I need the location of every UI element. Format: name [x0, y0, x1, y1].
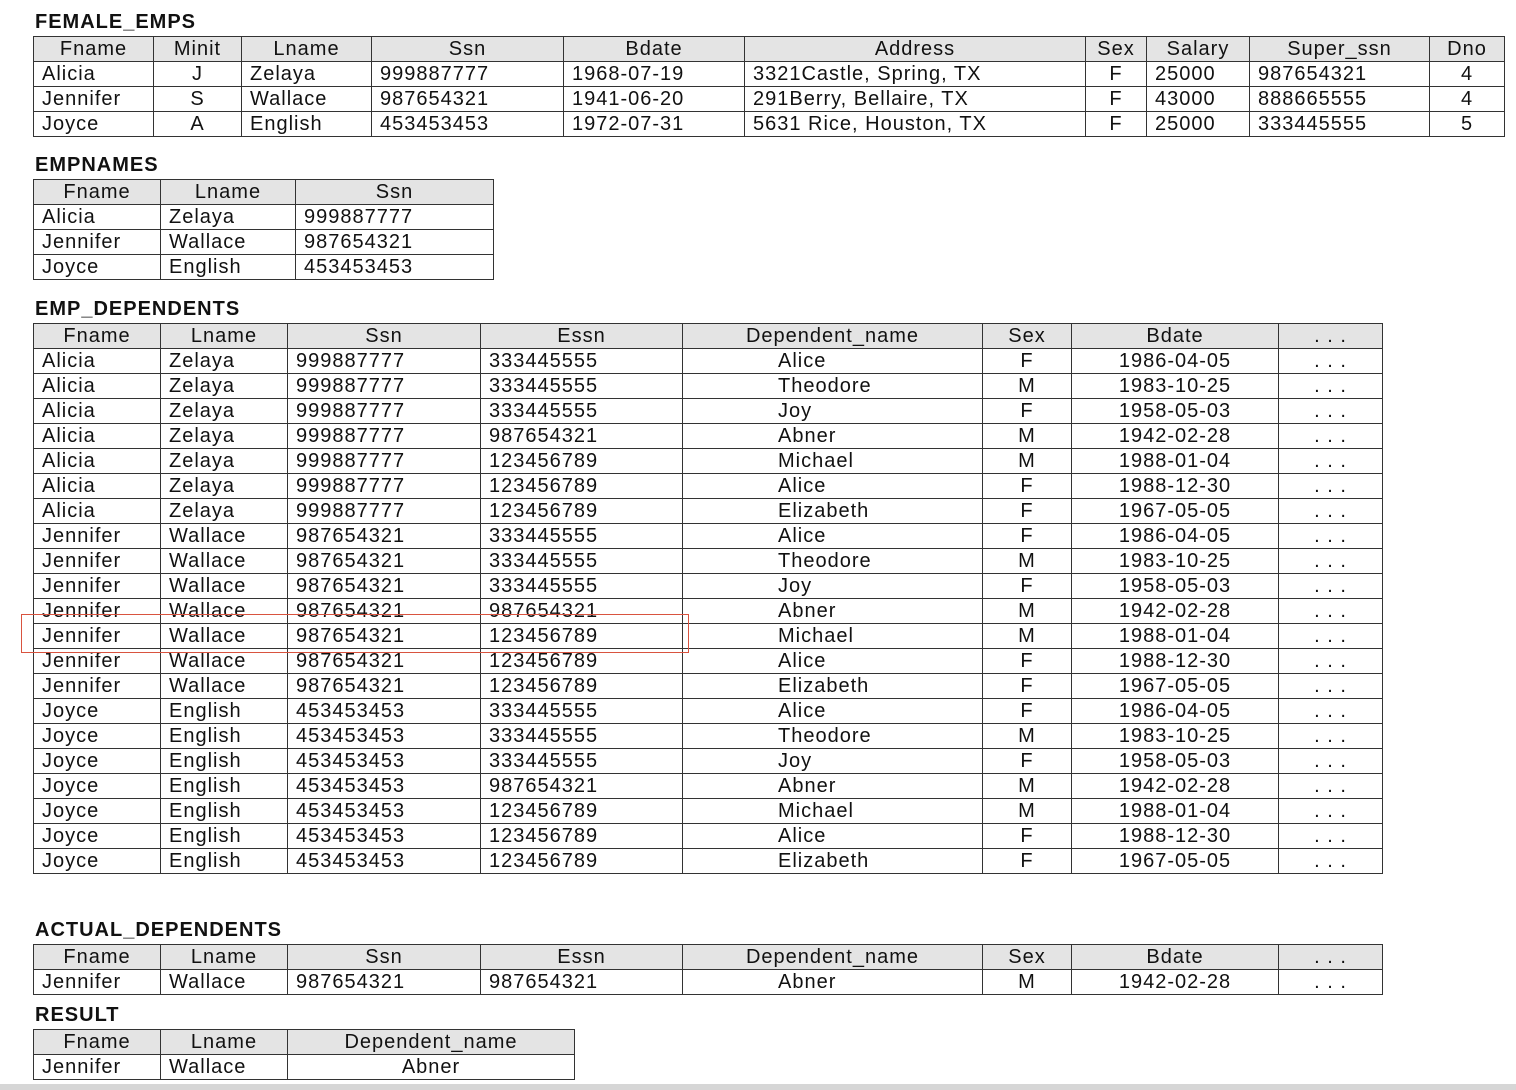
table-cell: . . .	[1279, 674, 1383, 699]
table-cell: Jennifer	[34, 230, 161, 255]
column-header: . . .	[1279, 324, 1383, 349]
table-cell: F	[1086, 62, 1147, 87]
table-cell: Joy	[683, 399, 983, 424]
table-cell: 5631 Rice, Houston, TX	[745, 112, 1086, 137]
table-cell: M	[983, 424, 1072, 449]
table-cell: 1972-07-31	[564, 112, 745, 137]
table-cell: 987654321	[288, 674, 481, 699]
table-cell: 999887777	[288, 424, 481, 449]
table-cell: Theodore	[683, 724, 983, 749]
table-row	[34, 349, 1383, 374]
table-cell: Theodore	[683, 549, 983, 574]
table-cell: 123456789	[481, 824, 683, 849]
table-cell: Zelaya	[161, 349, 288, 374]
table-cell: F	[983, 649, 1072, 674]
table-row	[34, 724, 1383, 749]
table-cell: 333445555	[481, 524, 683, 549]
table-cell: 999887777	[288, 449, 481, 474]
column-header: Sex	[1086, 37, 1147, 62]
table-cell: 1958-05-03	[1072, 574, 1279, 599]
table-cell: Elizabeth	[683, 849, 983, 874]
column-header: Super_ssn	[1250, 37, 1430, 62]
table-row	[34, 524, 1383, 549]
table-cell: English	[161, 799, 288, 824]
table-cell: English	[242, 112, 372, 137]
table-row	[34, 255, 494, 280]
column-header: Ssn	[288, 945, 481, 970]
table-row	[34, 849, 1383, 874]
table-cell: 1942-02-28	[1072, 599, 1279, 624]
table-cell: 987654321	[288, 524, 481, 549]
table-cell: Abner	[683, 599, 983, 624]
table-cell: Zelaya	[161, 399, 288, 424]
table-cell: . . .	[1279, 699, 1383, 724]
table-row	[34, 699, 1383, 724]
table-cell: Alicia	[34, 62, 154, 87]
table-cell: Zelaya	[161, 374, 288, 399]
table-cell: Wallace	[161, 230, 296, 255]
table-cell: 453453453	[288, 749, 481, 774]
table-cell: Joy	[683, 749, 983, 774]
table-cell: 25000	[1147, 62, 1250, 87]
table-cell: M	[983, 799, 1072, 824]
table-cell: Alice	[683, 474, 983, 499]
table-cell: English	[161, 749, 288, 774]
table-row	[34, 749, 1383, 774]
column-header: Fname	[34, 1030, 161, 1055]
table-cell: 123456789	[481, 499, 683, 524]
table-row	[34, 649, 1383, 674]
table-cell: . . .	[1279, 424, 1383, 449]
table-row	[34, 674, 1383, 699]
table-cell: 123456789	[481, 799, 683, 824]
table-row	[34, 970, 1383, 995]
table-cell: Elizabeth	[683, 499, 983, 524]
table-cell: Zelaya	[161, 474, 288, 499]
table-cell: 123456789	[481, 449, 683, 474]
table-cell: 453453453	[288, 824, 481, 849]
table-cell: Alice	[683, 699, 983, 724]
table-cell: M	[983, 599, 1072, 624]
table-cell: 987654321	[372, 87, 564, 112]
table-cell: Wallace	[161, 549, 288, 574]
table-cell: 1983-10-25	[1072, 549, 1279, 574]
table-cell: Wallace	[161, 524, 288, 549]
emp-dependents-title: EMP_DEPENDENTS	[35, 298, 241, 320]
table-row	[34, 230, 494, 255]
table-cell: 1986-04-05	[1072, 524, 1279, 549]
table-row	[34, 374, 1383, 399]
column-header: Address	[745, 37, 1086, 62]
table-cell: Abner	[683, 774, 983, 799]
table-cell: Alice	[683, 649, 983, 674]
table-cell: 987654321	[1250, 62, 1430, 87]
column-header: Fname	[34, 324, 161, 349]
table-cell: 453453453	[288, 699, 481, 724]
table-cell: . . .	[1279, 574, 1383, 599]
table-cell: 987654321	[288, 599, 481, 624]
table-cell: 1968-07-19	[564, 62, 745, 87]
table-cell: 999887777	[372, 62, 564, 87]
table-cell: 333445555	[481, 349, 683, 374]
table-cell: . . .	[1279, 524, 1383, 549]
column-header: Lname	[161, 1030, 288, 1055]
column-header: Ssn	[296, 180, 494, 205]
table-cell: Joyce	[34, 774, 161, 799]
table-row	[34, 624, 1383, 649]
table-cell: 333445555	[481, 374, 683, 399]
table-row	[34, 62, 1505, 87]
table-cell: . . .	[1279, 849, 1383, 874]
table-cell: 888665555	[1250, 87, 1430, 112]
column-header: Dependent_name	[288, 1030, 575, 1055]
table-cell: . . .	[1279, 799, 1383, 824]
table-cell: F	[983, 824, 1072, 849]
table-cell: Wallace	[161, 1055, 288, 1080]
table-cell: M	[983, 449, 1072, 474]
column-header: Essn	[481, 945, 683, 970]
table-cell: 1958-05-03	[1072, 749, 1279, 774]
result-title: RESULT	[35, 1004, 120, 1026]
table-cell: 1988-12-30	[1072, 474, 1279, 499]
table-cell: 987654321	[288, 624, 481, 649]
table-cell: Joyce	[34, 749, 161, 774]
table-cell: M	[983, 549, 1072, 574]
table-cell: Jennifer	[34, 624, 161, 649]
table-cell: . . .	[1279, 624, 1383, 649]
table-cell: English	[161, 699, 288, 724]
table-cell: Michael	[683, 799, 983, 824]
table-cell: 1986-04-05	[1072, 349, 1279, 374]
table-cell: Alicia	[34, 205, 161, 230]
table-cell: 999887777	[288, 374, 481, 399]
column-header: Lname	[242, 37, 372, 62]
table-cell: 1988-12-30	[1072, 649, 1279, 674]
column-header: Ssn	[372, 37, 564, 62]
table-cell: F	[983, 474, 1072, 499]
table-cell: Joyce	[34, 849, 161, 874]
table-cell: M	[983, 624, 1072, 649]
table-cell: . . .	[1279, 449, 1383, 474]
table-cell: Abner	[683, 970, 983, 995]
column-header: Lname	[161, 180, 296, 205]
table-cell: Alicia	[34, 499, 161, 524]
table-cell: F	[983, 499, 1072, 524]
table-cell: 25000	[1147, 112, 1250, 137]
table-cell: 1983-10-25	[1072, 724, 1279, 749]
table-cell: 4	[1430, 87, 1505, 112]
result-table	[33, 1029, 575, 1080]
table-cell: 123456789	[481, 674, 683, 699]
table-cell: Wallace	[242, 87, 372, 112]
table-cell: 43000	[1147, 87, 1250, 112]
table-cell: . . .	[1279, 774, 1383, 799]
table-cell: Alicia	[34, 474, 161, 499]
table-cell: 1942-02-28	[1072, 424, 1279, 449]
table-cell: S	[154, 87, 242, 112]
table-cell: Alicia	[34, 349, 161, 374]
table-cell: Jennifer	[34, 1055, 161, 1080]
table-cell: 3321Castle, Spring, TX	[745, 62, 1086, 87]
table-row	[34, 599, 1383, 624]
table-cell: English	[161, 255, 296, 280]
table-cell: 1967-05-05	[1072, 849, 1279, 874]
table-cell: Alice	[683, 824, 983, 849]
table-row	[34, 87, 1505, 112]
column-header: Essn	[481, 324, 683, 349]
table-row	[34, 205, 494, 230]
table-cell: F	[983, 849, 1072, 874]
table-row	[34, 799, 1383, 824]
table-cell: Abner	[683, 424, 983, 449]
column-header: Lname	[161, 945, 288, 970]
table-cell: 1988-01-04	[1072, 624, 1279, 649]
table-cell: 987654321	[481, 424, 683, 449]
female-emps-title: FEMALE_EMPS	[35, 11, 197, 33]
empnames-title: EMPNAMES	[35, 154, 159, 176]
table-cell: 1958-05-03	[1072, 399, 1279, 424]
table-cell: . . .	[1279, 749, 1383, 774]
table-cell: 453453453	[296, 255, 494, 280]
table-cell: 1988-01-04	[1072, 799, 1279, 824]
table-cell: . . .	[1279, 599, 1383, 624]
table-cell: 999887777	[288, 349, 481, 374]
table-cell: F	[983, 749, 1072, 774]
table-cell: 987654321	[288, 574, 481, 599]
column-header: Sex	[983, 945, 1072, 970]
table-cell: 1941-06-20	[564, 87, 745, 112]
table-cell: Zelaya	[161, 205, 296, 230]
table-cell: . . .	[1279, 649, 1383, 674]
table-cell: Wallace	[161, 970, 288, 995]
column-header: . . .	[1279, 945, 1383, 970]
table-cell: F	[983, 674, 1072, 699]
table-cell: 987654321	[481, 970, 683, 995]
horizontal-scrollbar[interactable]	[0, 1084, 1516, 1090]
table-cell: English	[161, 724, 288, 749]
table-row	[34, 499, 1383, 524]
column-header: Bdate	[1072, 945, 1279, 970]
table-cell: 4	[1430, 62, 1505, 87]
actual-dependents-table	[33, 944, 1383, 995]
table-cell: 5	[1430, 112, 1505, 137]
table-cell: 1967-05-05	[1072, 499, 1279, 524]
table-row	[34, 424, 1383, 449]
table-cell: 987654321	[481, 599, 683, 624]
table-cell: Joy	[683, 574, 983, 599]
table-cell: Alicia	[34, 424, 161, 449]
table-cell: 999887777	[288, 474, 481, 499]
table-cell: 453453453	[288, 724, 481, 749]
table-cell: F	[983, 399, 1072, 424]
table-cell: 333445555	[481, 724, 683, 749]
table-cell: Jennifer	[34, 674, 161, 699]
table-cell: Jennifer	[34, 87, 154, 112]
table-cell: 1988-12-30	[1072, 824, 1279, 849]
table-cell: Wallace	[161, 649, 288, 674]
table-cell: J	[154, 62, 242, 87]
table-cell: F	[1086, 112, 1147, 137]
table-cell: 987654321	[296, 230, 494, 255]
table-cell: 123456789	[481, 474, 683, 499]
table-cell: 123456789	[481, 624, 683, 649]
table-cell: Alice	[683, 524, 983, 549]
table-cell: English	[161, 824, 288, 849]
table-cell: . . .	[1279, 349, 1383, 374]
table-cell: F	[1086, 87, 1147, 112]
table-cell: Jennifer	[34, 649, 161, 674]
column-header: Bdate	[1072, 324, 1279, 349]
column-header: Sex	[983, 324, 1072, 349]
table-cell: 333445555	[481, 399, 683, 424]
table-cell: F	[983, 699, 1072, 724]
table-cell: Jennifer	[34, 599, 161, 624]
table-cell: Joyce	[34, 255, 161, 280]
table-cell: Elizabeth	[683, 674, 983, 699]
table-cell: . . .	[1279, 549, 1383, 574]
table-cell: Zelaya	[242, 62, 372, 87]
table-cell: 291Berry, Bellaire, TX	[745, 87, 1086, 112]
table-cell: . . .	[1279, 499, 1383, 524]
emp-dependents-table	[33, 323, 1383, 874]
table-row	[34, 449, 1383, 474]
actual-dependents-title: ACTUAL_DEPENDENTS	[35, 919, 283, 941]
table-cell: 987654321	[481, 774, 683, 799]
table-cell: Jennifer	[34, 574, 161, 599]
table-cell: Zelaya	[161, 449, 288, 474]
table-cell: Zelaya	[161, 424, 288, 449]
column-header: Dependent_name	[683, 945, 983, 970]
table-cell: M	[983, 724, 1072, 749]
table-cell: Alice	[683, 349, 983, 374]
table-cell: Alicia	[34, 399, 161, 424]
table-cell: 987654321	[288, 970, 481, 995]
table-cell: Joyce	[34, 724, 161, 749]
table-cell: Joyce	[34, 824, 161, 849]
table-cell: 333445555	[1250, 112, 1430, 137]
table-cell: 999887777	[296, 205, 494, 230]
table-cell: . . .	[1279, 399, 1383, 424]
table-cell: Alicia	[34, 449, 161, 474]
female-emps-table	[33, 36, 1505, 137]
table-cell: 1986-04-05	[1072, 699, 1279, 724]
column-header: Fname	[34, 180, 161, 205]
table-cell: 1967-05-05	[1072, 674, 1279, 699]
table-row	[34, 549, 1383, 574]
table-cell: 333445555	[481, 574, 683, 599]
table-cell: 333445555	[481, 699, 683, 724]
table-cell: Jennifer	[34, 524, 161, 549]
column-header: Minit	[154, 37, 242, 62]
table-cell: Zelaya	[161, 499, 288, 524]
table-cell: 987654321	[288, 649, 481, 674]
table-row	[34, 574, 1383, 599]
table-cell: 333445555	[481, 749, 683, 774]
table-cell: Jennifer	[34, 549, 161, 574]
table-row	[34, 112, 1505, 137]
column-header: Bdate	[564, 37, 745, 62]
table-cell: Wallace	[161, 599, 288, 624]
column-header: Ssn	[288, 324, 481, 349]
column-header: Fname	[34, 945, 161, 970]
column-header: Dependent_name	[683, 324, 983, 349]
table-cell: 1942-02-28	[1072, 774, 1279, 799]
column-header: Lname	[161, 324, 288, 349]
column-header: Fname	[34, 37, 154, 62]
table-cell: English	[161, 849, 288, 874]
empnames-table	[33, 179, 494, 280]
column-header: Dno	[1430, 37, 1505, 62]
table-cell: Wallace	[161, 674, 288, 699]
column-header: Salary	[1147, 37, 1250, 62]
table-cell: Jennifer	[34, 970, 161, 995]
table-cell: Joyce	[34, 112, 154, 137]
table-cell: Joyce	[34, 699, 161, 724]
table-cell: . . .	[1279, 824, 1383, 849]
table-cell: Alicia	[34, 374, 161, 399]
table-cell: 123456789	[481, 649, 683, 674]
table-cell: . . .	[1279, 724, 1383, 749]
table-row	[34, 1055, 575, 1080]
table-cell: 1942-02-28	[1072, 970, 1279, 995]
table-cell: F	[983, 349, 1072, 374]
table-cell: 999887777	[288, 499, 481, 524]
table-cell: M	[983, 970, 1072, 995]
table-row	[34, 399, 1383, 424]
table-cell: 453453453	[288, 849, 481, 874]
table-cell: 1983-10-25	[1072, 374, 1279, 399]
table-cell: 453453453	[288, 774, 481, 799]
table-cell: 333445555	[481, 549, 683, 574]
table-row	[34, 774, 1383, 799]
table-cell: Wallace	[161, 624, 288, 649]
table-cell: Joyce	[34, 799, 161, 824]
table-cell: A	[154, 112, 242, 137]
table-cell: Michael	[683, 449, 983, 474]
table-cell: 1988-01-04	[1072, 449, 1279, 474]
table-cell: 999887777	[288, 399, 481, 424]
table-cell: 453453453	[288, 799, 481, 824]
table-cell: . . .	[1279, 474, 1383, 499]
table-cell: Wallace	[161, 574, 288, 599]
table-cell: . . .	[1279, 374, 1383, 399]
table-cell: Theodore	[683, 374, 983, 399]
table-cell: 453453453	[372, 112, 564, 137]
table-cell: M	[983, 374, 1072, 399]
table-row	[34, 824, 1383, 849]
table-cell: F	[983, 524, 1072, 549]
table-cell: . . .	[1279, 970, 1383, 995]
table-row	[34, 474, 1383, 499]
table-cell: Michael	[683, 624, 983, 649]
table-cell: Abner	[288, 1055, 575, 1080]
table-cell: 123456789	[481, 849, 683, 874]
table-cell: English	[161, 774, 288, 799]
table-cell: 987654321	[288, 549, 481, 574]
table-cell: F	[983, 574, 1072, 599]
table-cell: M	[983, 774, 1072, 799]
